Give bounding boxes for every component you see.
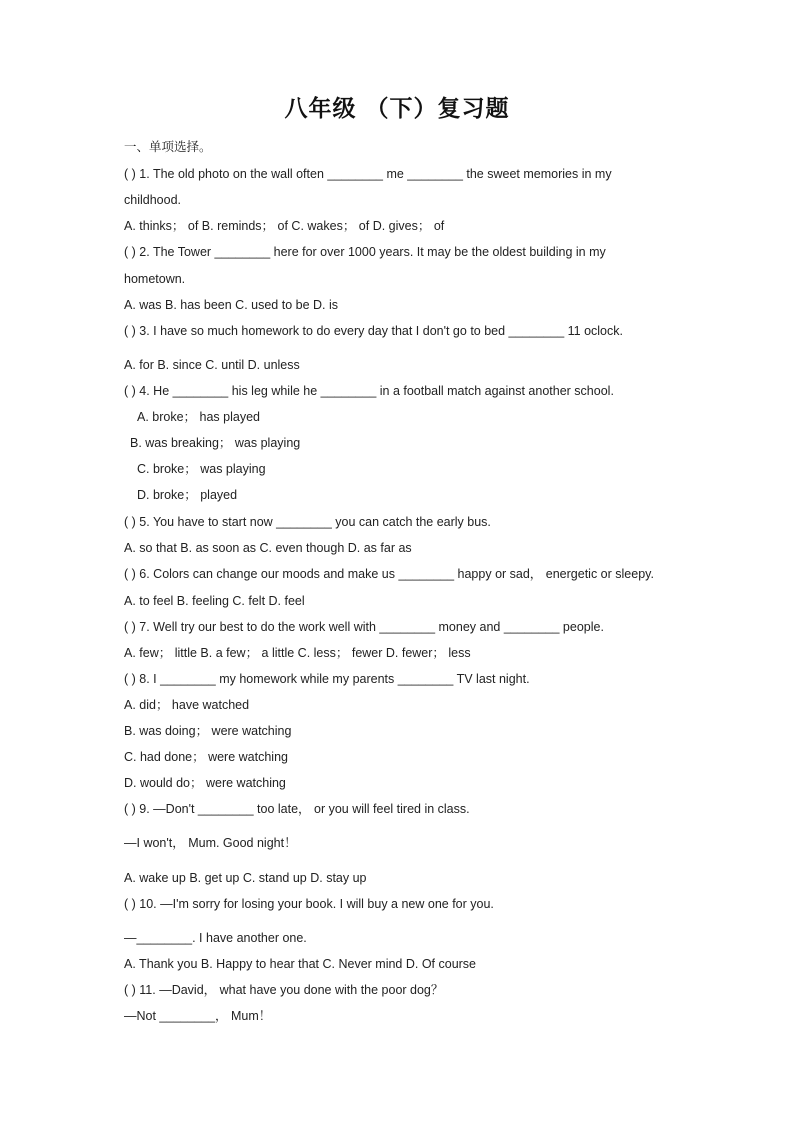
question-2-options: A. was B. has been C. used to be D. is	[124, 298, 339, 312]
question-9-options: A. wake up B. get up C. stand up D. stay up	[124, 871, 367, 885]
question-4-option-a: A. broke； has played	[137, 410, 260, 424]
question-11-stem: ( ) 11. —David， what have you done with the poor dog？	[124, 983, 444, 997]
document-title: 八年级 （下）复习题	[284, 96, 510, 122]
question-8-option-d: D. would do； were watching	[124, 776, 286, 790]
question-4-option-b: B. was breaking； was playing	[130, 436, 301, 450]
question-8-option-c: C. had done； were watching	[124, 750, 288, 764]
question-11-reply: —Not ________， Mum！	[124, 1009, 272, 1023]
question-5-stem: ( ) 5. You have to start now ________ you can catch the early bus.	[124, 515, 491, 529]
question-8-option-b: B. was doing； were watching	[124, 724, 292, 738]
question-9-reply: —I won't， Mum. Good night！	[124, 836, 297, 850]
question-6-options: A. to feel B. feeling C. felt D. feel	[124, 594, 305, 608]
question-2-stem-cont: hometown.	[124, 272, 186, 286]
question-6-stem: ( ) 6. Colors can change our moods and make us ________ happy or sad， energetic or sleepy.	[124, 567, 654, 581]
question-10-options: A. Thank you B. Happy to hear that C. Never mind D. Of course	[124, 957, 477, 971]
question-9-stem: ( ) 9. —Don't ________ too late， or you will feel tired in class.	[124, 802, 470, 816]
question-3-options: A. for B. since C. until D. unless	[124, 358, 300, 372]
question-4-stem: ( ) 4. He ________ his leg while he ________ in a football match against another school.	[124, 384, 614, 398]
question-10-stem: ( ) 10. —I'm sorry for losing your book. I will buy a new one for you.	[124, 897, 494, 911]
question-8-option-a: A. did； have watched	[124, 698, 250, 712]
question-4-option-d: D. broke； played	[137, 488, 238, 502]
question-1-options: A. thinks； of B. reminds； of C. wakes； of D. gives； of	[124, 219, 445, 233]
question-1-stem: ( ) 1. The old photo on the wall often ________ me ________ the sweet memories in my	[124, 167, 612, 181]
question-10-reply: —________. I have another one.	[124, 931, 307, 945]
question-8-stem: ( ) 8. I ________ my homework while my parents ________ TV last night.	[124, 672, 530, 686]
question-7-stem: ( ) 7. Well try our best to do the work well with ________ money and ________ people.	[124, 620, 604, 634]
question-2-stem: ( ) 2. The Tower ________ here for over 1000 years. It may be the oldest building in my	[124, 245, 606, 259]
section-heading: 一、单项选择。	[124, 140, 212, 154]
question-4-option-c: C. broke； was playing	[137, 462, 266, 476]
question-7-options: A. few； little B. a few； a little C. less； fewer D. fewer； less	[124, 646, 471, 660]
question-5-options: A. so that B. as soon as C. even though D. as far as	[124, 541, 412, 555]
question-1-stem-cont: childhood.	[124, 193, 181, 207]
question-3-stem: ( ) 3. I have so much homework to do every day that I don't go to bed ________ 11 oclock.	[124, 324, 623, 338]
